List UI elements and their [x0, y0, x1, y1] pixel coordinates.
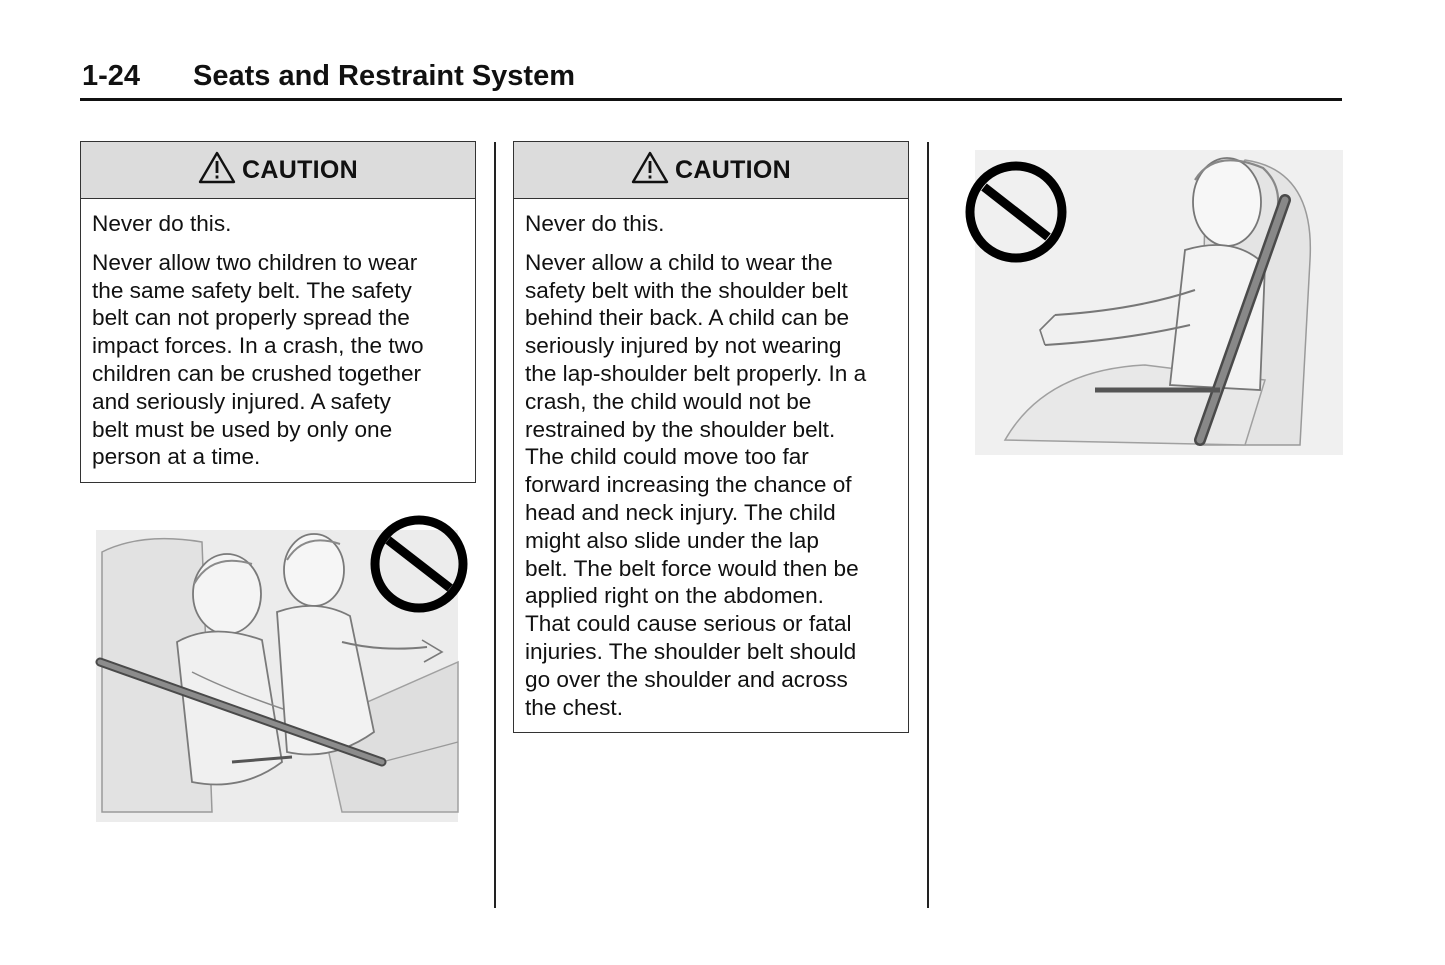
caution-box-two-children [80, 141, 476, 483]
text-line: crash, the child would not be [525, 388, 812, 414]
warning-triangle-icon [198, 151, 236, 185]
caution-body [81, 199, 475, 481]
text-line: restrained by the shoulder belt. [525, 416, 836, 442]
text-line: behind their back. A child can be [525, 305, 850, 331]
warning-triangle-icon [631, 151, 669, 185]
text-line: the lap-shoulder belt properly. In a [525, 360, 867, 386]
text-line: safety belt with the shoulder belt [525, 277, 848, 303]
caution-header [514, 142, 908, 199]
illustration-belt-behind-back [945, 140, 1345, 460]
text-line: applied right on the abdomen. [525, 583, 824, 609]
caution-header [81, 142, 475, 199]
column-divider-right [927, 142, 929, 908]
text-line: might also slide under the lap [525, 527, 819, 553]
caution-body [514, 199, 908, 731]
caution-label: CAUTION [675, 155, 791, 184]
text-line: the chest. [525, 694, 623, 720]
section-title: Seats and Restraint System [193, 60, 575, 92]
text-line: belt. The belt force would then be [525, 555, 859, 581]
text-line: impact forces. In a crash, the two [92, 333, 424, 359]
text-line: head and neck injury. The child [525, 499, 836, 525]
text-line: the same safety belt. The safety [92, 277, 412, 303]
page-number: 1-24 [82, 60, 141, 92]
text-line: person at a time. [92, 444, 261, 470]
text-line: and seriously injured. A safety [92, 388, 391, 414]
text-line: go over the shoulder and across [525, 666, 848, 692]
illustration-two-children-one-belt [82, 512, 472, 824]
column-divider-left [494, 142, 496, 908]
page-header [80, 58, 1342, 101]
caution-lead: Never do this. [525, 211, 665, 236]
text-line: seriously injured by not wearing [525, 333, 842, 359]
caution-label: CAUTION [242, 155, 358, 184]
text-line: belt can not properly spread the [92, 305, 410, 331]
caution-text [525, 249, 898, 722]
caution-lead: Never do this. [92, 211, 232, 236]
text-line: injuries. The shoulder belt should [525, 638, 857, 664]
text-line: belt must be used by only one [92, 416, 393, 442]
text-line: The child could move too far [525, 444, 809, 470]
text-line: Never allow a child to wear the [525, 249, 833, 275]
text-line: Never allow two children to wear [92, 249, 418, 275]
caution-box-shoulder-belt [513, 141, 909, 733]
text-line: children can be crushed together [92, 360, 422, 386]
text-line: forward increasing the chance of [525, 472, 852, 498]
text-line: That could cause serious or fatal [525, 611, 852, 637]
caution-text [92, 249, 465, 471]
